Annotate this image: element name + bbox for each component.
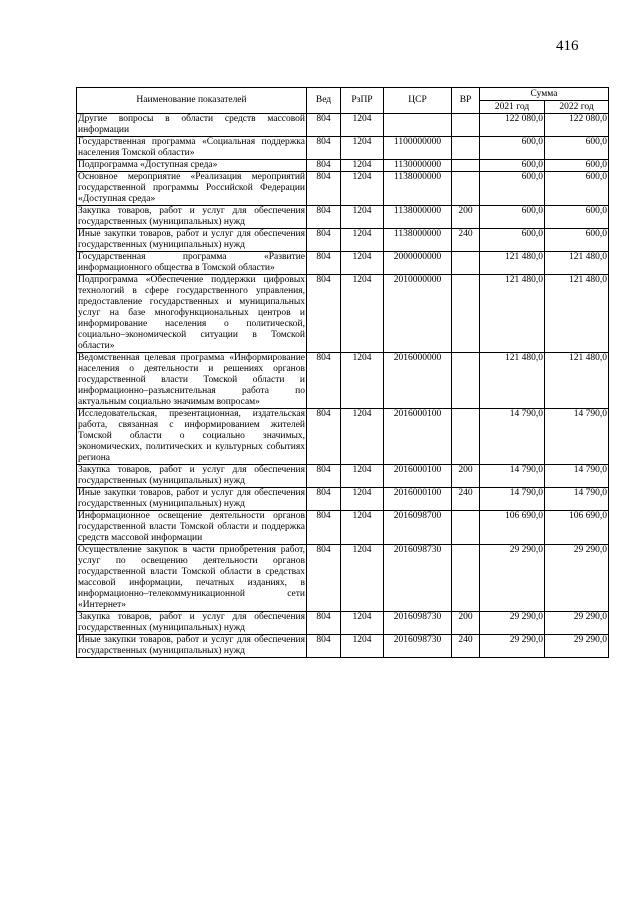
cell-rzpr: 1204 — [341, 275, 384, 353]
cell-ved: 804 — [307, 114, 341, 137]
cell-name: Подпрограмма «Доступная среда» — [77, 160, 307, 172]
cell-ved: 804 — [307, 488, 341, 511]
cell-vr — [452, 137, 480, 160]
cell-sum-2022: 600,0 — [545, 137, 609, 160]
table-row — [77, 206, 609, 229]
cell-vr — [452, 160, 480, 172]
cell-sum-2022: 14 790,0 — [545, 488, 609, 511]
table-row — [77, 229, 609, 252]
cell-csr: 2016000100 — [384, 409, 452, 465]
cell-csr: 1130000000 — [384, 160, 452, 172]
table-row — [77, 465, 609, 488]
cell-name: Государственная программа «Социальная поддержка населения Томской области» — [78, 137, 305, 158]
cell-sum-2021: 600,0 — [480, 160, 545, 172]
cell-sum-2022: 122 080,0 — [545, 114, 609, 137]
cell-rzpr: 1204 — [341, 488, 384, 511]
table-row — [77, 160, 609, 172]
cell-rzpr: 1204 — [341, 545, 384, 612]
cell-name: Закупка товаров, работ и услуг для обеспечения государственных (муниципальных) нужд — [78, 206, 305, 227]
header-rzpr: РзПР — [341, 88, 384, 114]
cell-vr: 240 — [452, 635, 480, 658]
cell-csr: 2016098730 — [384, 612, 452, 635]
cell-sum-2021: 29 290,0 — [480, 612, 545, 635]
cell-csr: 1138000000 — [384, 206, 452, 229]
cell-sum-2021: 121 480,0 — [480, 275, 545, 353]
cell-name: Иные закупки товаров, работ и услуг для обеспечения государственных (муниципальных) нужд — [78, 229, 305, 250]
cell-vr: 240 — [452, 229, 480, 252]
table-row — [77, 275, 609, 353]
cell-csr: 2016000000 — [384, 353, 452, 409]
cell-sum-2021: 600,0 — [480, 172, 545, 206]
cell-csr: 2016098730 — [384, 545, 452, 612]
cell-csr: 2000000000 — [384, 252, 452, 275]
cell-sum-2021: 600,0 — [480, 229, 545, 252]
cell-rzpr: 1204 — [341, 511, 384, 545]
table-row — [77, 612, 609, 635]
table-row — [77, 353, 609, 409]
cell-name: Государственная программа «Развитие информационного общества в Томской области» — [78, 252, 305, 273]
cell-ved: 804 — [307, 206, 341, 229]
table-row — [77, 635, 609, 658]
cell-rzpr: 1204 — [341, 172, 384, 206]
cell-name: Другие вопросы в области средств массовой информации — [78, 114, 305, 135]
cell-ved: 804 — [307, 229, 341, 252]
cell-rzpr: 1204 — [341, 612, 384, 635]
cell-sum-2021: 29 290,0 — [480, 545, 545, 612]
cell-vr — [452, 275, 480, 353]
cell-sum-2021: 14 790,0 — [480, 488, 545, 511]
cell-sum-2021: 14 790,0 — [480, 409, 545, 465]
cell-ved: 804 — [307, 635, 341, 658]
table-row — [77, 545, 609, 612]
cell-sum-2022: 600,0 — [545, 172, 609, 206]
cell-csr: 2016000100 — [384, 488, 452, 511]
header-name: Наименование показателей — [77, 88, 307, 114]
cell-ved: 804 — [307, 172, 341, 206]
cell-name: Иные закупки товаров, работ и услуг для обеспечения государственных (муниципальных) нужд — [78, 635, 305, 656]
cell-rzpr: 1204 — [341, 409, 384, 465]
cell-rzpr: 1204 — [341, 160, 384, 172]
cell-sum-2022: 121 480,0 — [545, 252, 609, 275]
cell-ved: 804 — [307, 465, 341, 488]
cell-name: Ведомственная целевая программа «Информирование населения о деятельности и решениях органов государственной власти Томской области и информационно–разъяснительная работа по актуальным социально значимым вопросам» — [78, 353, 305, 407]
table-row — [77, 114, 609, 137]
cell-sum-2022: 106 690,0 — [545, 511, 609, 545]
cell-rzpr: 1204 — [341, 353, 384, 409]
cell-csr: 1100000000 — [384, 137, 452, 160]
cell-csr: 2010000000 — [384, 275, 452, 353]
cell-vr — [452, 409, 480, 465]
cell-vr — [452, 545, 480, 612]
cell-rzpr: 1204 — [341, 635, 384, 658]
header-vr: ВР — [452, 88, 480, 114]
cell-name: Информационное освещение деятельности органов государственной власти Томской области и поддержка средств массовой информации — [78, 511, 305, 543]
header-ved: Вед — [307, 88, 341, 114]
cell-vr — [452, 114, 480, 137]
budget-table — [76, 87, 609, 658]
cell-rzpr: 1204 — [341, 229, 384, 252]
cell-ved: 804 — [307, 137, 341, 160]
cell-rzpr: 1204 — [341, 252, 384, 275]
cell-rzpr: 1204 — [341, 137, 384, 160]
cell-vr: 240 — [452, 488, 480, 511]
cell-sum-2021: 122 080,0 — [480, 114, 545, 137]
header-sum: Сумма — [480, 88, 609, 101]
cell-vr — [452, 511, 480, 545]
cell-ved: 804 — [307, 275, 341, 353]
cell-sum-2022: 29 290,0 — [545, 545, 609, 612]
cell-rzpr: 1204 — [341, 465, 384, 488]
cell-csr: 1138000000 — [384, 172, 452, 206]
cell-name: Закупка товаров, работ и услуг для обеспечения государственных (муниципальных) нужд — [78, 465, 305, 486]
cell-name: Основное мероприятие «Реализация мероприятий государственной программы Российской Федерации «Доступная среда» — [78, 172, 305, 204]
table-row — [77, 511, 609, 545]
cell-sum-2021: 600,0 — [480, 137, 545, 160]
cell-sum-2022: 600,0 — [545, 160, 609, 172]
table-row — [77, 488, 609, 511]
table-header — [77, 88, 609, 114]
cell-name: Подпрограмма «Обеспечение поддержки цифровых технологий в сфере государственного управления, предоставление государственных и муниципальных услуг на базе многофункциональных центров и информирование населения о политической, социально–экономической ситуации в Томской области» — [78, 275, 305, 351]
cell-csr: 2016098730 — [384, 635, 452, 658]
header-year-2021: 2021 год — [480, 101, 545, 114]
table-row — [77, 409, 609, 465]
cell-name: Закупка товаров, работ и услуг для обеспечения государственных (муниципальных) нужд — [78, 612, 305, 633]
cell-ved: 804 — [307, 511, 341, 545]
cell-name: Иные закупки товаров, работ и услуг для обеспечения государственных (муниципальных) нужд — [78, 488, 305, 509]
cell-sum-2022: 600,0 — [545, 206, 609, 229]
cell-csr: 2016000100 — [384, 465, 452, 488]
cell-sum-2022: 600,0 — [545, 229, 609, 252]
cell-sum-2021: 14 790,0 — [480, 465, 545, 488]
cell-sum-2021: 121 480,0 — [480, 353, 545, 409]
cell-sum-2021: 106 690,0 — [480, 511, 545, 545]
page-number: 416 — [556, 38, 579, 54]
cell-ved: 804 — [307, 545, 341, 612]
cell-sum-2021: 121 480,0 — [480, 252, 545, 275]
cell-name: Осуществление закупок в части приобретения работ, услуг по освещению деятельности органов государственной власти Томской области в средствах массовой информации, печатных изданиях, в информационно–телекоммуникационной сети «Интернет» — [78, 545, 305, 610]
cell-sum-2022: 121 480,0 — [545, 275, 609, 353]
cell-csr: 1138000000 — [384, 229, 452, 252]
cell-sum-2022: 121 480,0 — [545, 353, 609, 409]
cell-ved: 804 — [307, 252, 341, 275]
header-year-2022: 2022 год — [545, 101, 609, 114]
cell-sum-2022: 14 790,0 — [545, 409, 609, 465]
table-body — [77, 114, 609, 658]
header-csr: ЦСР — [384, 88, 452, 114]
cell-vr — [452, 353, 480, 409]
cell-rzpr: 1204 — [341, 114, 384, 137]
cell-sum-2021: 29 290,0 — [480, 635, 545, 658]
cell-sum-2022: 29 290,0 — [545, 635, 609, 658]
cell-csr — [384, 114, 452, 137]
cell-sum-2022: 14 790,0 — [545, 465, 609, 488]
cell-vr: 200 — [452, 206, 480, 229]
cell-rzpr: 1204 — [341, 206, 384, 229]
cell-ved: 804 — [307, 612, 341, 635]
table-row — [77, 137, 609, 160]
cell-sum-2022: 29 290,0 — [545, 612, 609, 635]
table-row — [77, 252, 609, 275]
cell-vr: 200 — [452, 465, 480, 488]
cell-ved: 804 — [307, 353, 341, 409]
cell-ved: 804 — [307, 160, 341, 172]
cell-ved: 804 — [307, 409, 341, 465]
cell-vr: 200 — [452, 612, 480, 635]
cell-vr — [452, 172, 480, 206]
cell-csr: 2016098700 — [384, 511, 452, 545]
table-row — [77, 172, 609, 206]
cell-name: Исследовательская, презентационная, издательская работа, связанная с информированием жителей Томской области о социально значимых, экономических, политических и культурных событиях региона — [78, 409, 305, 463]
cell-vr — [452, 252, 480, 275]
cell-sum-2021: 600,0 — [480, 206, 545, 229]
